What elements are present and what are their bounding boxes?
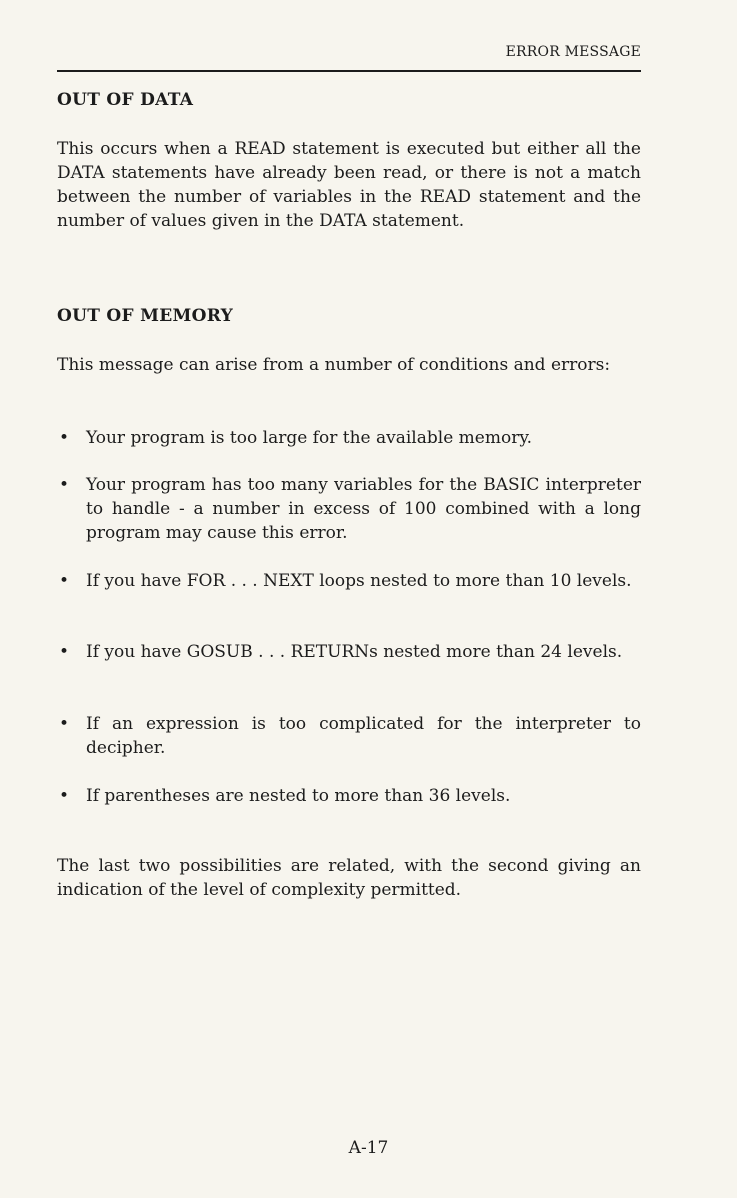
out-of-data-paragraph: This occurs when a READ statement is executed but either all the DATA statements have already been read, or there is not a match between the number of variables in the READ statement and the number of values given in the DATA statement. xyxy=(57,139,641,231)
list-item-text: Your program is too large for the available memory. xyxy=(86,428,533,448)
bullet-icon: • xyxy=(59,571,70,591)
list-item xyxy=(57,712,641,760)
bullet-icon: • xyxy=(59,475,70,495)
closing-paragraph: The last two possibilities are related, with the second giving an indication of the level of complexity permitted. xyxy=(57,856,641,900)
out-of-memory-intro: This message can arise from a number of conditions and errors: xyxy=(57,355,611,375)
bullet-icon: • xyxy=(59,428,70,448)
running-title: ERROR MESSAGE xyxy=(505,44,641,60)
page-number: A-17 xyxy=(348,1138,389,1158)
section-heading-out-of-memory: OUT OF MEMORY xyxy=(57,306,234,326)
list-item-text: If an expression is too complicated for the interpreter to decipher. xyxy=(86,714,641,758)
list-item-text: If you have GOSUB . . . RETURNs nested more than 24 levels. xyxy=(86,642,623,662)
list-item xyxy=(57,473,641,545)
list-item xyxy=(57,784,641,808)
bullet-icon: • xyxy=(59,642,70,662)
list-item-text: Your program has too many variables for the BASIC interpreter to handle - a number in excess of 100 combined with a long program may cause this error. xyxy=(86,475,641,543)
list-item xyxy=(57,569,641,593)
section-heading-out-of-data: OUT OF DATA xyxy=(57,90,194,110)
bullet-icon: • xyxy=(59,786,70,806)
running-header xyxy=(57,44,641,72)
bullet-icon: • xyxy=(59,714,70,734)
list-item-text: If parentheses are nested to more than 36 levels. xyxy=(86,786,511,806)
list-item xyxy=(57,640,641,664)
list-item-text: If you have FOR . . . NEXT loops nested to more than 10 levels. xyxy=(86,571,632,591)
list-item xyxy=(57,426,641,450)
